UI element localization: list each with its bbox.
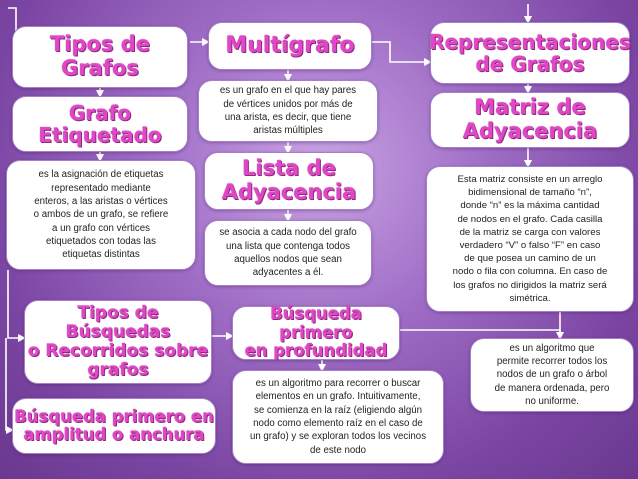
- matriz-adyacencia-description: Esta matriz consiste en un arreglo bidimensional de tamaño “n”, donde “n” es la máxima cantidad de nodos en el grafo. Cada casilla de la matriz se carga con valores verdadero “V” o falso “F” en caso de que posea un camino de un nodo o fila con columna. En caso de los grafos no dirigidos la matriz será simétrica.: [452, 173, 608, 304]
- grafo-etiquetado-box: [12, 96, 188, 152]
- busqueda-amplitud-box: [12, 398, 216, 454]
- multigrafo-desc-box: [198, 80, 378, 142]
- representaciones-title: Representaciones de Grafos: [429, 29, 631, 76]
- tipos-busquedas-title: Tipos de Búsquedas o Recorridos sobre grafos: [27, 302, 209, 381]
- matriz-adyacencia-box: [430, 92, 630, 148]
- tipos-de-grafos-box: [12, 26, 188, 88]
- grafo-etiquetado-title: Grafo Etiquetado: [38, 100, 162, 147]
- busqueda-profundidad-box: [232, 306, 400, 360]
- busqueda-profundidad-desc-box: [232, 370, 444, 464]
- multigrafo-title: Multígrafo: [225, 32, 355, 58]
- grafo-etiquetado-desc-box: [6, 160, 196, 270]
- lista-adyacencia-description: se asocia a cada nodo del grafo una lista que contenga todos aquellos nodos que sean adyacentes a él.: [219, 227, 357, 279]
- representaciones-box: [430, 22, 630, 84]
- connector-profundidad-right: [400, 330, 560, 338]
- connector-etiquetado-left-down: [8, 270, 24, 338]
- tipos-de-grafos-title: Tipos de Grafos: [49, 32, 151, 80]
- grafo-etiquetado-description: es la asignación de etiquetas representado mediante enteros, a las aristas o vértices o ambos de un grafo, se refiere a un grafo con vértices etiquetados con todas las etiquetas distintas: [33, 169, 169, 261]
- lista-adyacencia-title: Lista de Adyacencia: [221, 156, 357, 204]
- lista-adyacencia-desc-box: [204, 220, 372, 286]
- algoritmo-no-uniforme-box: [470, 338, 634, 412]
- busqueda-profundidad-description: es un algoritmo para recorrer o buscar elementos en un grafo. Intuitivamente, se comienza en la raíz (eligiendo algún nodo como elemento raíz en el caso de un grafo) y se exploran todos los vecinos de este nodo: [249, 377, 427, 456]
- multigrafo-description: es un grafo en el que hay pares de vértices unidos por más de una arista, es decir, que tiene aristas múltiples: [219, 85, 357, 137]
- tipos-busquedas-box: [24, 300, 212, 384]
- matriz-adyacencia-title: Matriz de Adyacencia: [462, 95, 598, 143]
- busqueda-amplitud-title: Búsqueda primero en amplitud o anchura: [14, 406, 214, 444]
- connector-multigrafo-to-representaciones: [372, 42, 430, 62]
- algoritmo-no-uniforme-description: es un algoritmo que permite recorrer todos los nodos de un grafo o árbol de manera ordenada, pero no uniforme.: [494, 342, 610, 408]
- multigrafo-box: [208, 22, 372, 70]
- busqueda-profundidad-title: Búsqueda primero en profundidad: [244, 304, 388, 361]
- matriz-adyacencia-desc-box: [426, 166, 634, 312]
- lista-adyacencia-box: [204, 152, 374, 210]
